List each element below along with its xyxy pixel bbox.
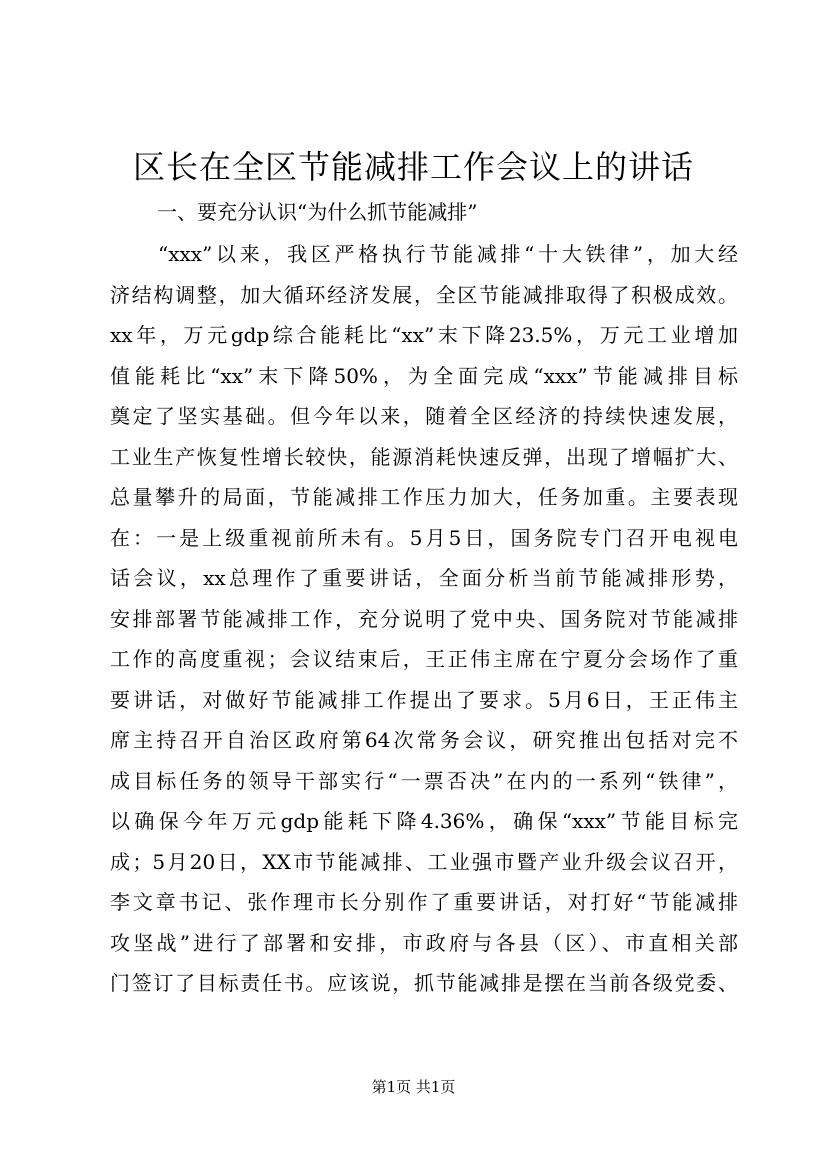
body-line: xx年，万元gdp综合能耗比“xx”末下降23.5%，万元工业增加 — [110, 323, 738, 347]
body-line: 济结构调整，加大循环经济发展，全区节能减排取得了积极成效。 — [110, 282, 738, 307]
body-line: 要讲话，对做好节能减排工作提出了要求。5月6日，王正伟主 — [110, 687, 738, 712]
body-line: 攻坚战”进行了部署和安排，市政府与各县（区）、市直相关部 — [110, 930, 738, 955]
body-line: 值能耗比“xx”末下降50%，为全面完成“xxx”节能减排目标 — [110, 363, 738, 388]
body-line: 成；5月20日，XX市节能减排、工业强市暨产业升级会议召开， — [110, 849, 738, 874]
page-footer: 第1页 共1页 — [371, 1078, 456, 1096]
body-line: 奠定了坚实基础。但今年以来，随着全区经济的持续快速发展， — [110, 404, 738, 428]
body-line: 席主持召开自治区政府第64次常务会议，研究推出包括对完不 — [110, 728, 738, 752]
body-line: 李文章书记、张作理市长分别作了重要讲话，对打好“节能减排 — [110, 890, 738, 914]
section-heading: 一、要充分认识“为什么抓节能减排” — [157, 200, 478, 224]
document-title: 区长在全区节能减排工作会议上的讲话 — [132, 148, 694, 186]
body-line: 话会议，xx总理作了重要讲话，全面分析当前节能减排形势， — [110, 566, 738, 590]
body-line: 门签订了目标责任书。应该说，抓节能减排是摆在当前各级党委、 — [110, 971, 738, 995]
body-text — [110, 234, 738, 1004]
body-line: 总量攀升的局面，节能减排工作压力加大，任务加重。主要表现 — [110, 485, 738, 509]
body-line: 工作的高度重视；会议结束后，王正伟主席在宁夏分会场作了重 — [110, 647, 738, 671]
body-line: 在：一是上级重视前所未有。5月5日，国务院专门召开电视电 — [110, 525, 738, 550]
body-line: 安排部署节能减排工作，充分说明了党中央、国务院对节能减排 — [110, 606, 738, 631]
body-line: “xxx”以来，我区严格执行节能减排“十大铁律”，加大经 — [158, 242, 738, 266]
body-line: 以确保今年万元gdp能耗下降4.36%，确保“xxx”节能目标完 — [110, 809, 738, 833]
body-line: 成目标任务的领导干部实行“一票否决”在内的一系列“铁律”， — [110, 768, 738, 793]
body-line: 工业生产恢复性增长较快，能源消耗快速反弹，出现了增幅扩大、 — [110, 444, 738, 469]
